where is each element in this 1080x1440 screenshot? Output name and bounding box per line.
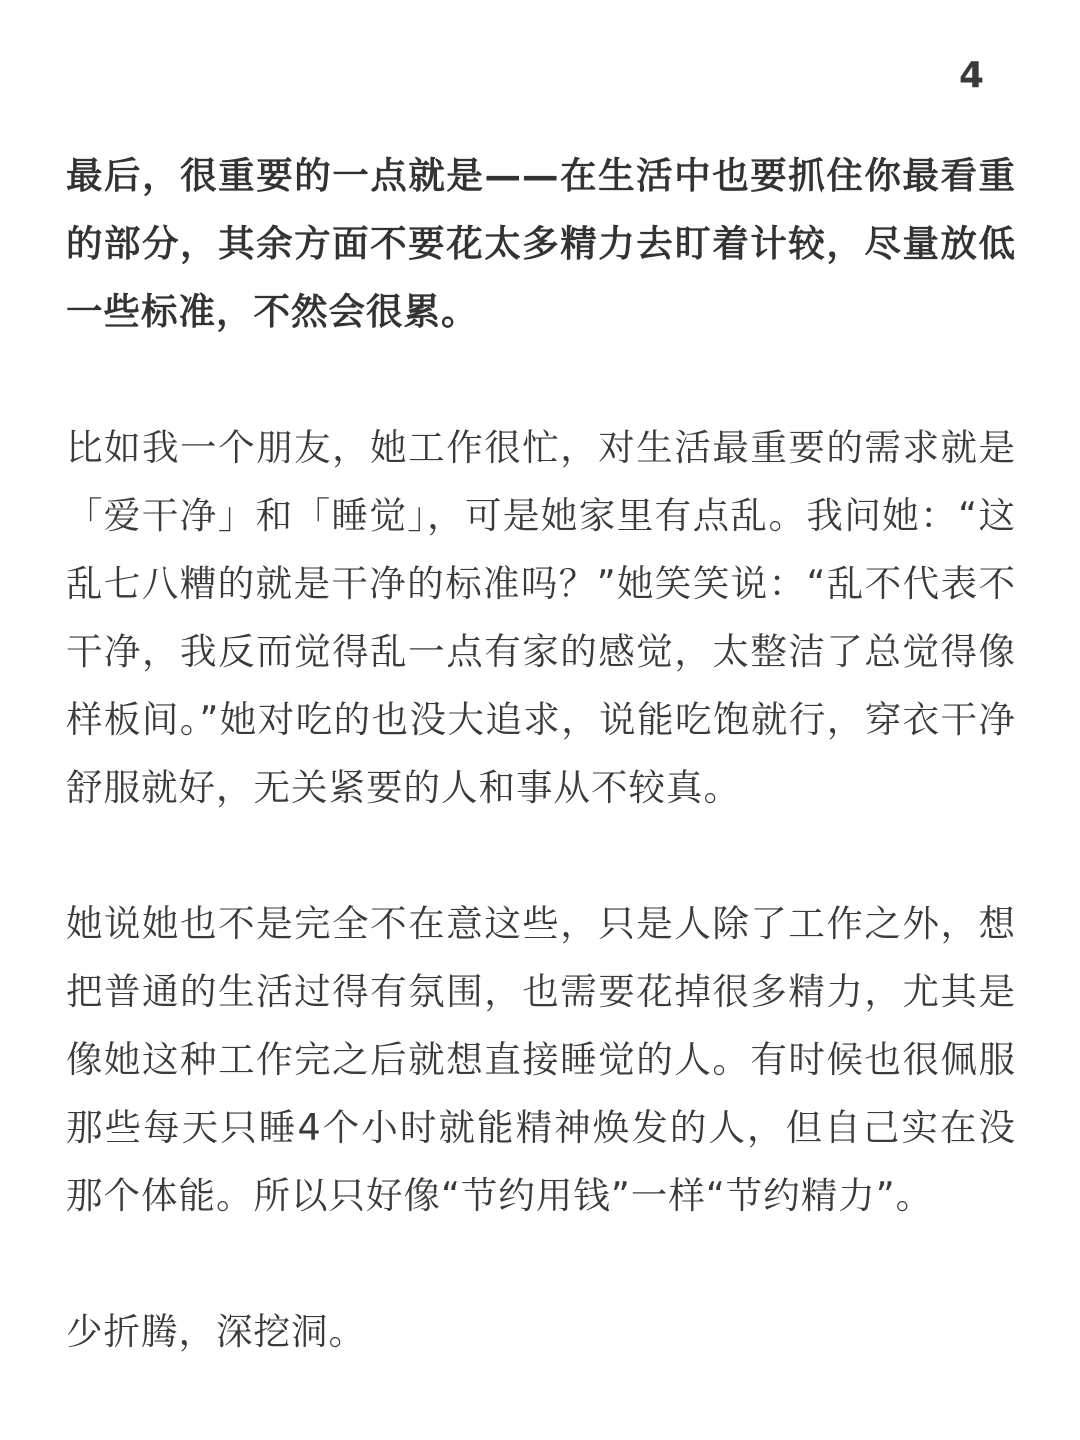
paragraph-conclusion: 少折腾，深挖洞。 xyxy=(66,1310,366,1353)
paragraph-key-point: 最后，很重要的一点就是——在生活中也要抓住你最看重的部分，其余方面不要花太多精力去盯着计较，尽量放低一些标准，不然会很累。 xyxy=(66,154,1016,333)
article-body xyxy=(66,142,1016,1434)
paragraph-energy-saving: 她说她也不是完全不在意这些，只是人除了工作之外，想把普通的生活过得有氛围，也需要花掉很多精力，尤其是像她这种工作完之后就想直接睡觉的人。有时候也很佩服那些每天只睡4个小时就能精神焕发的人，但自己实在没那个体能。所以只好像“节约用钱”一样“节约精力”。 xyxy=(66,902,1016,1217)
paragraph-friend-example: 比如我一个朋友，她工作很忙，对生活最重要的需求就是「爱干净」和「睡觉」，可是她家里有点乱。我问她：“这乱七八糟的就是干净的标准吗？”她笑笑说：“乱不代表不干净，我反而觉得乱一点有家的感觉，太整洁了总觉得像样板间。”她对吃的也没大追求，说能吃饱就行，穿衣干净舒服就好，无关紧要的人和事从不较真。 xyxy=(66,426,1016,809)
page-number: 4 xyxy=(958,55,984,96)
